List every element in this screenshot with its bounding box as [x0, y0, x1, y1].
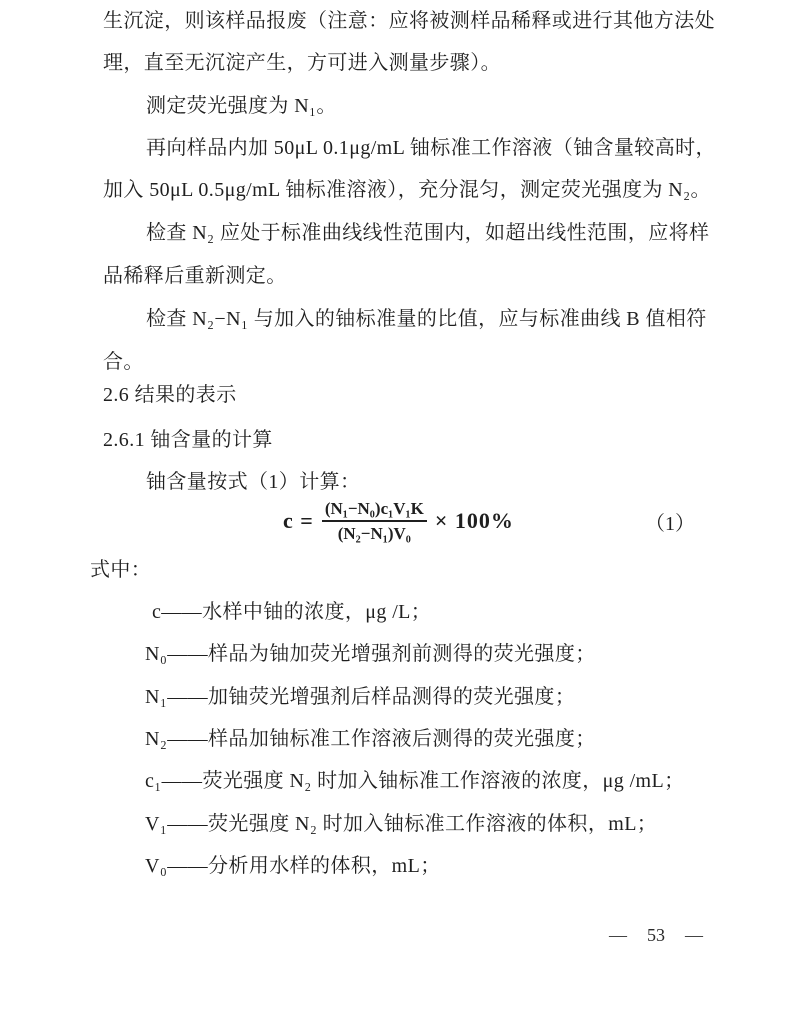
body-line: 生沉淀，则该样品报废（注意：应将被测样品稀释或进行其他方法处 [103, 10, 715, 32]
definition-line-n2: N₂——样品加铀标准工作溶液后测得的荧光强度； [145, 728, 596, 750]
body-line: 测定荧光强度为 N₁。 [146, 95, 337, 117]
definition-line-c1: c₁——荧光强度 N₂ 时加入铀标准工作溶液的浓度，μg /mL； [145, 770, 685, 792]
definition-line-v0: V₀——分析用水样的体积，mL； [145, 855, 441, 877]
footer-dash-right: — [685, 925, 703, 945]
page-footer [103, 920, 703, 950]
page-number: 53 [647, 925, 665, 945]
body-line: 理，直至无沉淀产生，方可进入测量步骤）。 [103, 52, 501, 74]
body-line: 加入 50μL 0.5μg/mL 铀标准溶液），充分混匀，测定荧光强度为 N₂。 [103, 179, 711, 201]
body-line: 合。 [103, 351, 144, 373]
formula-numerator: (N₁−N₀)c₁V₁K [324, 498, 424, 518]
body-line: 品稀释后重新测定。 [103, 265, 287, 287]
definition-line-n1: N₁——加铀荧光增强剂后样品测得的荧光强度； [145, 686, 576, 708]
notation-intro: 式中： [90, 559, 152, 581]
heading-2-6: 2.6 结果的表示 [103, 384, 237, 406]
heading-2-6-1: 2.6.1 铀含量的计算 [103, 429, 273, 451]
body-line: 再向样品内加 50μL 0.1μg/mL 铀标准工作溶液（铀含量较高时， [146, 137, 716, 159]
definition-line-c: c——水样中铀的浓度，μg /L； [152, 601, 432, 623]
footer-dash-left: — [609, 925, 627, 945]
equation-1 [103, 495, 710, 547]
body-line: 检查 N₂−N₁ 与加入的铀标准量的比值，应与标准曲线 B 值相符 [146, 308, 707, 330]
formula-multiplier: × 100% [434, 508, 514, 533]
definition-line-n0: N₀——样品为铀加荧光增强剂前测得的荧光强度； [145, 643, 596, 665]
definition-line-v1: V₁——荧光强度 N₂ 时加入铀标准工作溶液的体积，mL； [145, 813, 658, 835]
equation-number: （1） [645, 513, 695, 535]
formula-lhs: c = [283, 508, 314, 533]
body-line: 检查 N₂ 应处于标准曲线线性范围内，如超出线性范围，应将样 [146, 222, 710, 244]
formula-denominator: (N₂−N₁)V₀ [322, 520, 427, 544]
formula-intro-line: 铀含量按式（1）计算： [146, 471, 361, 493]
formula-fraction [322, 498, 427, 545]
